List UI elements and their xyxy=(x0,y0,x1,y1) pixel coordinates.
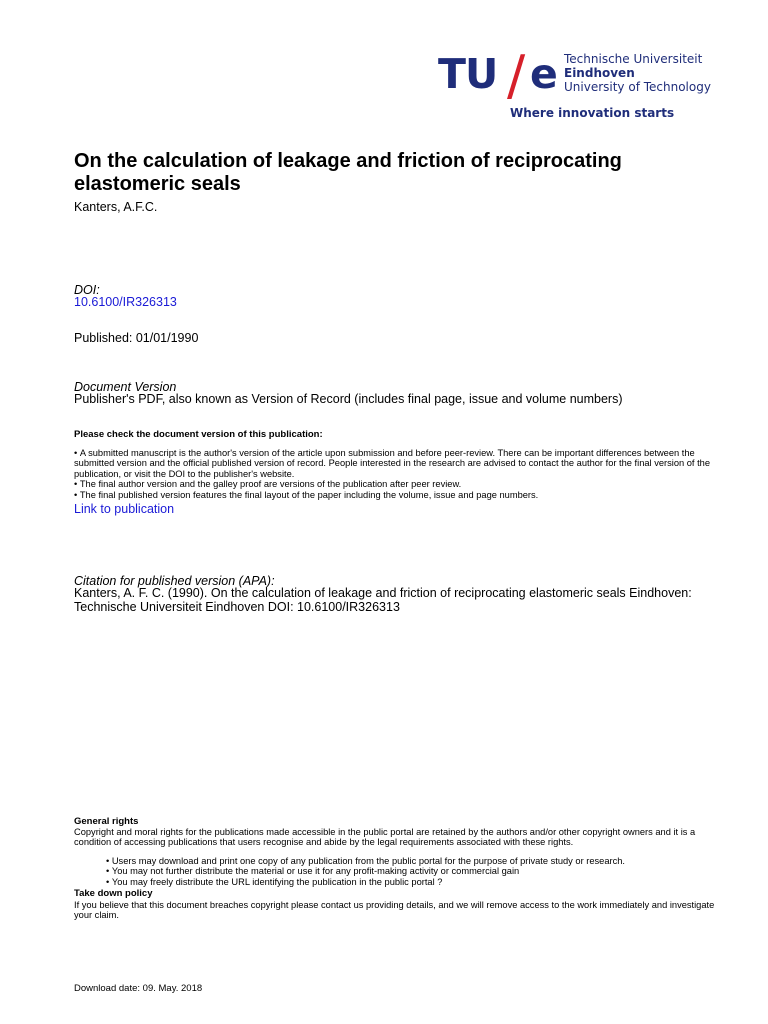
document-author: Kanters, A.F.C. xyxy=(74,200,158,214)
doi-link[interactable]: 10.6100/IR326313 xyxy=(74,295,177,309)
list-item: • A submitted manuscript is the author's version of the article upon submission and before peer-review. There can be important differences between the submitted version and the official published version of record. People interested in the research are advised to contact the author for the final version of the publication, or visit the DOI to the publisher's website. xyxy=(74,448,724,479)
general-rights-heading: General rights xyxy=(74,816,139,827)
logo-name-line3: University of Technology xyxy=(564,80,711,94)
list-item: • The final author version and the galley proof are versions of the publication after peer review. xyxy=(74,479,724,489)
logo-mark-tu: TU xyxy=(438,50,498,98)
list-item: • Users may download and print one copy of any publication from the public portal for the purpose of private study or research. xyxy=(106,856,726,866)
document-version-label: Document Version xyxy=(74,380,177,394)
citation-text: Kanters, A. F. C. (1990). On the calculation of leakage and friction of reciprocating elastomeric seals Eindhoven: Technische Universiteit Eindhoven DOI: 10.6100/IR326313 xyxy=(74,586,692,614)
tue-logo xyxy=(438,46,728,126)
takedown-text: If you believe that this document breaches copyright please contact us providing details, and we will remove access to the work immediately and investigate your claim. xyxy=(74,900,715,921)
general-rights-text: Copyright and moral rights for the publications made accessible in the public portal are retained by the authors and/or other copyright owners and it is a condition of accessing publications that users recognise and abide by the legal requirements associated with these rights. xyxy=(74,827,696,848)
document-title: On the calculation of leakage and friction of reciprocating elastomeric seals xyxy=(74,150,622,195)
link-to-publication[interactable]: Link to publication xyxy=(74,502,175,516)
check-version-heading: Please check the document version of this publication: xyxy=(74,429,323,440)
logo-mark-e: e xyxy=(530,50,558,98)
logo-name-line1: Technische Universiteit xyxy=(564,52,703,66)
logo-mark-slash: / xyxy=(507,44,526,107)
doi-label: DOI: xyxy=(74,283,100,297)
check-version-list xyxy=(74,448,724,500)
citation-label: Citation for published version (APA): xyxy=(74,574,275,588)
logo-tagline: Where innovation starts xyxy=(510,106,675,120)
list-item: • You may not further distribute the material or use it for any profit-making activity or commercial gain xyxy=(106,866,726,876)
general-rights-list xyxy=(106,856,726,887)
logo-name-line2: Eindhoven xyxy=(564,66,635,80)
list-item: • You may freely distribute the URL identifying the publication in the public portal ? xyxy=(106,877,726,887)
list-item: • The final published version features the final layout of the paper including the volume, issue and page numbers. xyxy=(74,490,724,500)
download-date: Download date: 09. May. 2018 xyxy=(74,983,203,994)
takedown-heading: Take down policy xyxy=(74,888,153,899)
document-version-value: Publisher's PDF, also known as Version of Record (includes final page, issue and volume numbers) xyxy=(74,392,623,406)
published-date: Published: 01/01/1990 xyxy=(74,331,199,345)
